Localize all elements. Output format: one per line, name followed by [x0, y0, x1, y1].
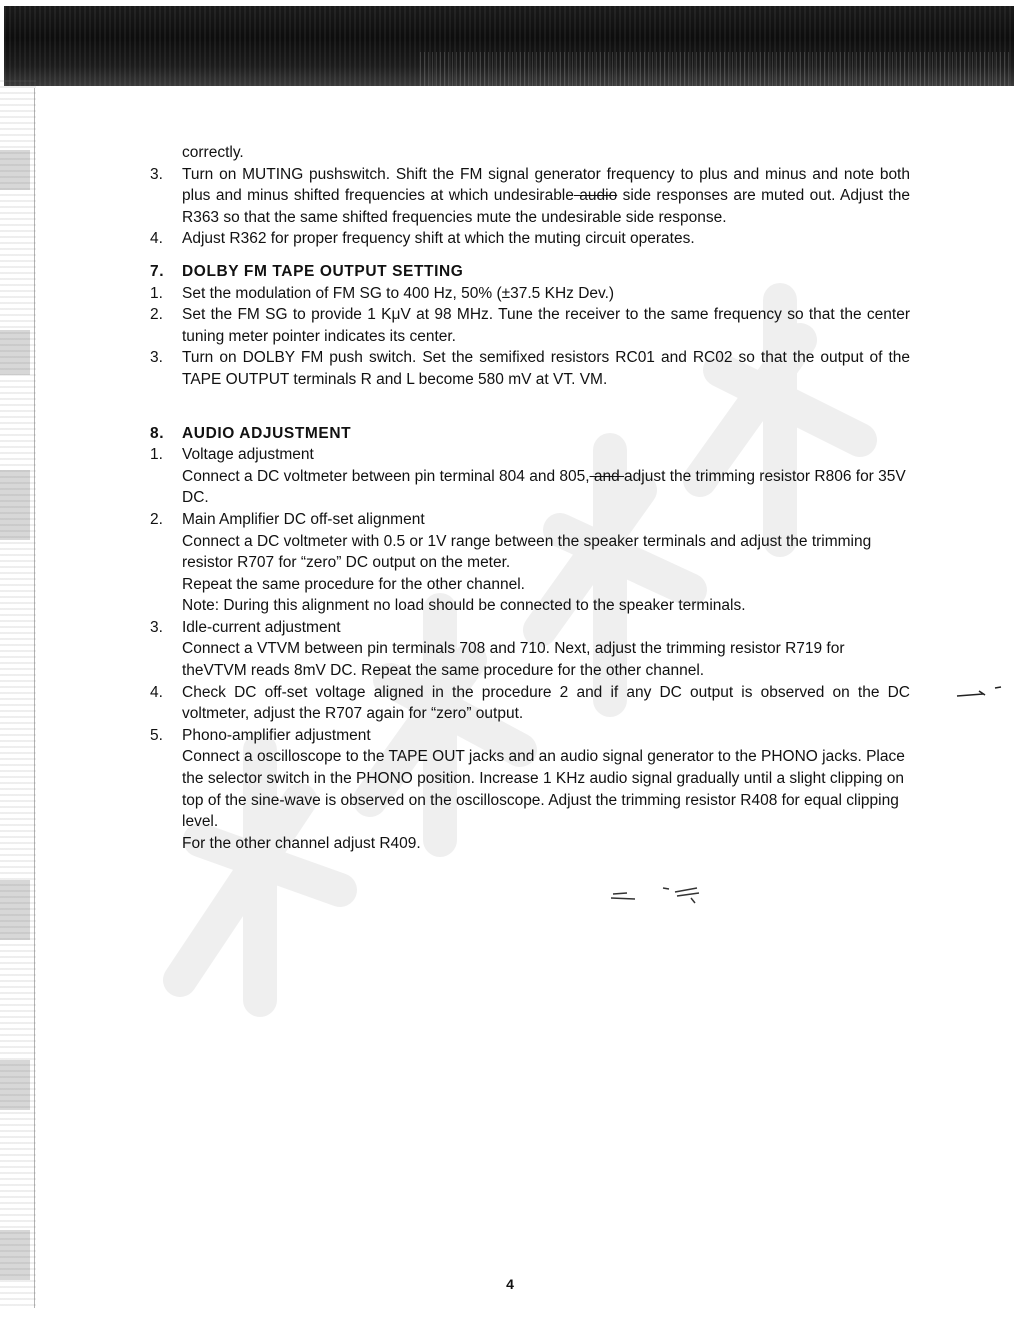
item-number: 2. [150, 510, 163, 528]
item-number: 2. [150, 306, 163, 324]
item-number: 3. [150, 618, 163, 636]
list-item [150, 283, 910, 305]
list-item [150, 304, 910, 347]
item-paragraph: Repeat the same procedure for the other channel. [182, 575, 525, 593]
page-number: 4 [506, 1276, 514, 1292]
item-number: 4. [150, 230, 163, 248]
struck-word: audio [573, 187, 618, 205]
item-paragraph: Connect a DC voltmeter with 0.5 or 1V range between the speaker terminals and adjust the trimming resistor R707 for “zero” DC output on the meter. [182, 532, 872, 572]
list-item [150, 509, 910, 531]
margin-smudge [0, 150, 30, 190]
item-title: Idle-current adjustment [182, 618, 341, 636]
scan-header-noise [420, 52, 1010, 86]
item-title: Phono-amplifier adjustment [182, 726, 371, 744]
section-number: 8. [150, 424, 165, 442]
pen-stroke-mark [605, 884, 715, 906]
list-item [150, 347, 910, 390]
list-item [150, 164, 910, 229]
section-number: 7. [150, 262, 165, 280]
list-item [150, 725, 910, 747]
item-number: 4. [150, 683, 163, 701]
item-note: Note: During this alignment no load should be connected to the speaker terminals. [182, 597, 746, 615]
section-heading-audio [150, 423, 910, 445]
pen-stroke-mark [955, 684, 1005, 700]
struck-word: and [589, 467, 625, 485]
item-number: 5. [150, 726, 163, 744]
item-text: Turn on MUTING pushswitch. Shift the FM signal generator frequency to plus and minus and note both plus and minus shifted frequencies at which undesirable audio side responses are muted out. Adjust the R363 so that the same shifted frequencies mute the undesirable side response. [182, 165, 910, 226]
list-item [150, 228, 910, 250]
item-number: 3. [150, 165, 163, 183]
item-number: 1. [150, 446, 163, 464]
item-paragraph: Connect a oscilloscope to the TAPE OUT jacks and an audio signal generator to the PHONO jacks. Place the selector switch in the PHONO position. Increase 1 KHz audio signal gradually until a slight clipping on top of the sine-wave is observed on the oscilloscope. Adjust the trimming resistor R408 for equal clipping level. [182, 748, 905, 831]
item-text: Turn on DOLBY FM push switch. Set the semifixed resistors RC01 and RC02 so that the output of the TAPE OUTPUT terminals R and L become 580 mV at VT. VM. [182, 349, 910, 388]
list-item [150, 682, 910, 725]
section-heading-dolby [150, 261, 910, 283]
section-title: DOLBY FM TAPE OUTPUT SETTING [182, 262, 464, 280]
item-number: 1. [150, 284, 163, 302]
margin-smudge [0, 470, 30, 540]
margin-smudge [0, 880, 30, 940]
item-title: Main Amplifier DC off-set alignment [182, 510, 425, 528]
scan-left-edge-line [34, 88, 35, 1308]
margin-smudge [0, 1060, 30, 1110]
section-title: AUDIO ADJUSTMENT [182, 424, 352, 442]
continuation-text: correctly. [182, 144, 244, 161]
scan-left-margin [0, 80, 36, 1310]
list-item [150, 617, 910, 639]
item-title: Voltage adjustment [182, 446, 314, 464]
item-text: Check DC off-set voltage aligned in the procedure 2 and if any DC output is observed on the DC voltmeter, adjust the R707 again for “zero” output. [182, 683, 910, 723]
item-paragraph: Connect a VTVM between pin terminals 708 and 710. Next, adjust the trimming resistor R719 for theVTVM reads 8mV DC. Repeat the same procedure for the other channel. [182, 640, 845, 680]
item-paragraph: Connect a DC voltmeter between pin terminal 804 and 805, and adjust the trimming resistor R806 for 35V DC. [182, 467, 906, 507]
item-number: 3. [150, 349, 163, 367]
margin-smudge [0, 1230, 30, 1280]
item-text: Set the modulation of FM SG to 400 Hz, 50% (±37.5 KHz Dev.) [182, 284, 615, 302]
continuation-line [150, 142, 910, 164]
item-text: Adjust R362 for proper frequency shift at which the muting circuit operates. [182, 230, 695, 248]
item-text: Set the FM SG to provide 1 KμV at 98 MHz. Tune the receiver to the same frequency so that the center tuning meter pointer indicates its center. [182, 306, 910, 345]
margin-smudge [0, 330, 30, 375]
document-body [150, 142, 910, 854]
item-paragraph: For the other channel adjust R409. [182, 834, 421, 852]
list-item [150, 444, 910, 466]
